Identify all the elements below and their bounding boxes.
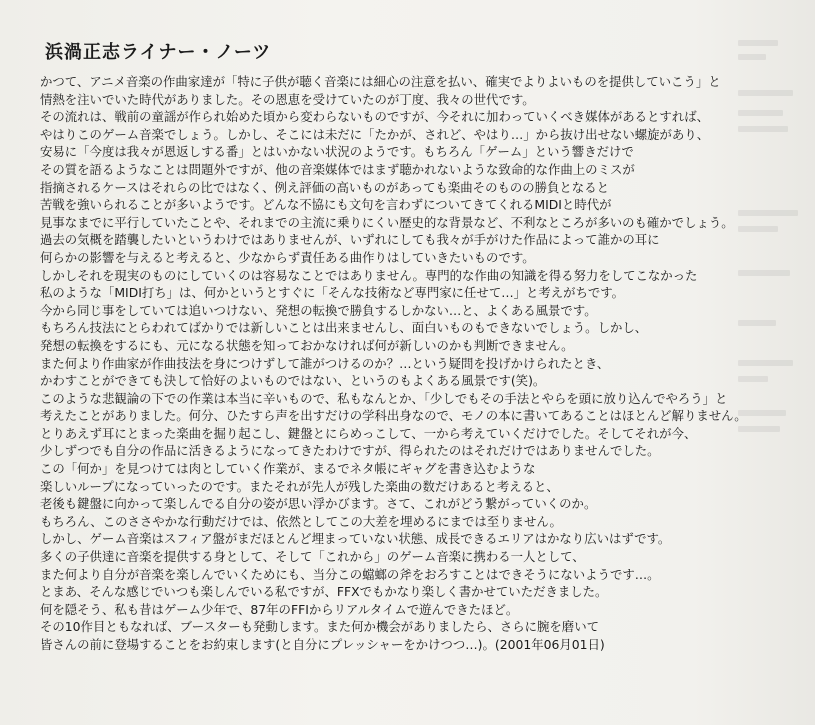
body-line: 私のような「MIDI打ち」は、何かというとすぐに「そんな技術など専門家に任せて…」と考えがちです。 (40, 285, 625, 301)
body-line: この「何か」を見つけては肉としていく作業が、まるでネタ帳にギャグを書き込むような (40, 461, 536, 477)
body-line: 何らかの影響を与えると考えると、少なからず責任ある曲作りはしていきたいものです。 (40, 249, 535, 265)
bleed-through-mark (738, 54, 766, 60)
body-line: 考えたことがありました。何分、ひたすら声を出すだけの学科出身なので、モノの本に書いてあることはほとんど解りません。 (40, 408, 747, 424)
body-line: 老後も鍵盤に向かって楽しんでる自分の姿が思い浮かびます。さて、これがどう繋がっていくのか。 (40, 496, 597, 512)
body-line: 何を隠そう、私も昔はゲーム少年で、87年のFFIからリアルタイムで遊んできたほど。 (40, 601, 519, 617)
body-line: 楽しいループになっていったのです。またそれが先人が残した楽曲の数だけあると考えると、 (40, 478, 559, 494)
body-text (40, 73, 770, 654)
body-line: 見事なまでに平行していたことや、それまでの主流に乗りにくい歴史的な背景など、不利なところが多いのも確かでしょう。 (40, 214, 734, 230)
body-line: 苦戦を強いられることが多いようです。どんな不協にも文句を言わずについてきてくれるMIDIと時代が (40, 197, 612, 213)
body-line: もちろん技法にとらわれてばかりでは新しいことは出来ませんし、面白いものもできないでしょう。しかし、 (40, 320, 648, 336)
bleed-through-mark (738, 40, 778, 46)
body-line: 過去の気概を踏襲したいというわけではありませんが、いずれにしても我々が手がけた作品によって誰かの耳に (40, 232, 660, 248)
body-line: その10作目ともなれば、ブースターも発動します。また何か機会がありましたら、さらに腕を磨いて (40, 619, 599, 635)
body-line: このような悲観論の下での作業は本当に辛いもので、私もなんとか、「少しでもその手法とやらを頭に放り込んでやろう」と (40, 390, 728, 406)
body-line: かわすことができても決して恰好のよいものではない、というのもよくある風景です(笑)。 (40, 373, 546, 389)
body-line: かつて、アニメ音楽の作曲家達が「特に子供が聴く音楽には細心の注意を払い、確実でよりよいものを提供していこう」と (40, 74, 721, 89)
body-line: その質を語るようなことは問題外ですが、他の音楽媒体ではまず聴かれないような致命的な作曲上のミスが (40, 161, 635, 177)
body-line: 多くの子供達に音楽を提供する身として、そして「これから」のゲーム音楽に携わる一人として、 (40, 549, 585, 565)
body-line: しかし、ゲーム音楽はスフィア盤がまだほとんど埋まっていない状態、成長できるエリアはかなり広いはずです。 (40, 531, 671, 547)
body-line: とりあえず耳にとまった楽曲を掘り起こし、鍵盤とにらめっこして、一から考えていくだけでした。そしてそれが今、 (40, 425, 697, 441)
body-line: 発想の転換をするにも、元になる状態を知っておかなければ何が新しいのかも判断できません。 (40, 337, 574, 353)
body-line: もちろん、このささやかな行動だけでは、依然としてこの大差を埋めるにまでは至りません。 (40, 513, 562, 529)
body-line: 皆さんの前に登場することをお約束します(と自分にプレッシャーをかけつつ…)。(2001年06月01日) (40, 637, 605, 652)
body-line: とまあ、そんな感じでいつも楽しんでいる私ですが、FFXでもかなり楽しく書かせていただきました。 (40, 584, 608, 600)
body-line: 指摘されるケースはそれらの比ではなく、例え評価の高いものがあっても楽曲そのものの勝負となると (40, 179, 609, 195)
body-line: やはりこのゲーム音楽でしょう。しかし、そこには未だに「たかが、されど、やはり…」から抜け出せない螺旋があり、 (40, 126, 710, 142)
body-line: 安易に「今度は我々が恩返しする番」とはいかない状況のようです。もちろん「ゲーム」という響きだけで (40, 144, 634, 160)
body-line: 今から同じ事をしていては追いつけない、発想の転換で勝負するしかない…と、よくある風景です。 (40, 302, 597, 318)
body-line: また何より作曲家が作曲技法を身につけずして誰がつけるのか？…という疑問を投げかけられたとき、 (40, 355, 610, 371)
body-line: しかしそれを現実のものにしていくのは容易なことではありません。専門的な作曲の知識を得る努力をしてこなかった (40, 267, 698, 283)
body-line: 情熱を注いでいた時代がありました。その恩恵を受けていたのが丁度、我々の世代です。 (40, 91, 535, 107)
body-line: 少しずつでも自分の作品に活きるようになってきたわけですが、得られたのはそれだけではありませんでした。 (40, 443, 660, 459)
page-title: 浜渦正志ライナー・ノーツ (45, 42, 272, 63)
body-line: また何より自分が音楽を楽しんでいくためにも、当分この蟷螂の斧をおろすことはできそうにないようです…。 (40, 566, 660, 582)
body-line: その流れは、戦前の童謡が作られ始めた頃から変わらないものですが、今それに加わっていくべき媒体があるとすれば、 (40, 109, 709, 125)
